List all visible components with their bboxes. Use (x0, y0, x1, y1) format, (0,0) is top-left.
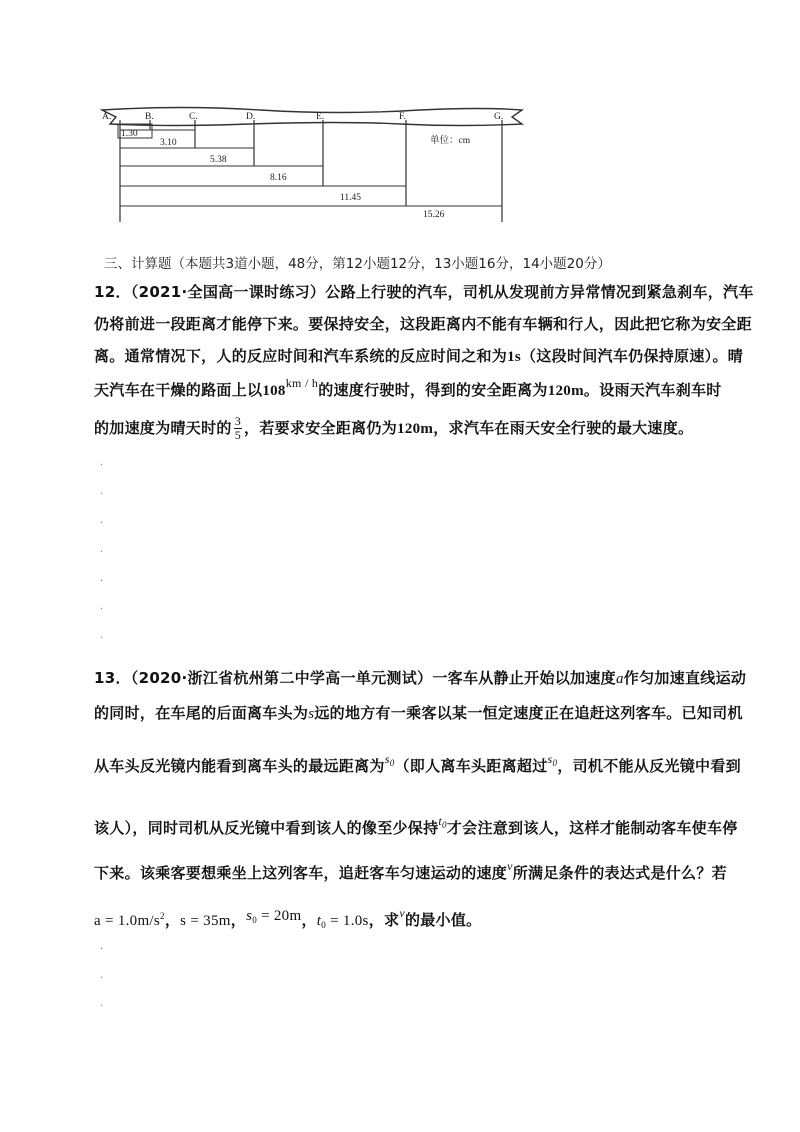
given-comma-2: ， (230, 911, 247, 929)
answer-dot: . (100, 544, 104, 555)
point-a-label: A. (102, 112, 112, 122)
measure-af: 11.45 (340, 193, 362, 203)
point-f-label: F. (399, 112, 406, 122)
q12-line5-b: ，若要求安全距离仍为 (244, 419, 398, 437)
q13-line3-a: 从车头反光镜内能看到离车头的最远距离为 (94, 757, 385, 775)
q13-line4 (94, 814, 738, 838)
answer-dot: . (100, 515, 104, 526)
answer-dot: . (100, 630, 104, 641)
answer-dot: . (100, 457, 104, 468)
q13-line3-b: （即人离车头距离超过 (394, 757, 548, 775)
q12-line1-text: 公路上行驶的汽车，司机从发现前方异常情况到紧急刹车，汽车 (325, 283, 754, 301)
q12-line5-c: ，求汽车在雨天安全行驶的最大速度。 (433, 419, 694, 437)
q13-line2-a: 的同时，在车尾的后面离车头为 (94, 704, 309, 722)
q12-safe-distance: 120m (547, 383, 584, 399)
q12-frac-den: 5 (234, 428, 242, 442)
q12-speed-unit: km / h (285, 376, 319, 390)
q13-line4-a: 该人），同时司机从反光镜中看到该人的像至少保持 (94, 819, 439, 837)
measure-ad: 5.38 (210, 155, 227, 165)
q13-var-s0-2: s0 (547, 752, 558, 768)
q13-line1-text: 一客车从静止开始以加速度 (432, 669, 616, 687)
q13-line1 (94, 667, 746, 688)
measure-ae: 8.16 (270, 173, 287, 183)
q12-source: （2021·全国高一课时练习） (130, 283, 326, 301)
q13-var-v: v (507, 859, 513, 873)
given-comma-1: ， (164, 911, 181, 929)
given-end-b: 的最小值。 (404, 911, 482, 929)
given-s: s = 35m (180, 913, 231, 929)
tape-outline (102, 108, 522, 126)
q12-frac-num: 3 (234, 414, 242, 428)
q12-line5-a: 的加速度为晴天时的 (94, 419, 232, 437)
q12-speed-value: 108 (262, 383, 286, 399)
given-s0: $s_0 = 20m$ (246, 908, 302, 925)
q12-line3-b: （这段时间汽车仍保持原速）。晴 (521, 347, 744, 365)
point-b-label: B. (145, 112, 154, 122)
answer-dot: . (100, 970, 104, 981)
q13-line1-b: 作匀加速直线运动 (623, 669, 747, 687)
q13-given-values (94, 906, 481, 930)
given-comma-3: ， (301, 911, 317, 929)
q13-line2 (94, 702, 743, 723)
q12-line3-a: 离。通常情况下，人的反应时间和汽车系统的反应时间之和为 (94, 347, 508, 365)
measure-bc: 3.10 (160, 138, 177, 148)
q12-fraction (234, 415, 242, 442)
point-g-label: G. (494, 112, 504, 122)
q13-line5 (94, 859, 727, 883)
q13-line5-b: 所满足条件的表达式是什么？若 (512, 864, 727, 882)
q13-var-s: s (308, 706, 315, 722)
q12-line4-b: 的速度行驶时，得到的安全距离为 (318, 381, 548, 399)
point-c-label: C. (189, 112, 198, 122)
given-t0: $t_0 = 1.0s$ (316, 913, 369, 930)
q13-number: 13． (94, 669, 131, 687)
q12-line3 (94, 345, 743, 366)
q13-line2-b: 远的地方有一乘客以某一恒定速度正在追赶这列客车。已知司机 (314, 704, 743, 722)
q12-number: 12． (94, 283, 131, 301)
point-e-label: E. (316, 112, 325, 122)
given-a: $a = 1.0m/s^2$ (94, 911, 165, 929)
q12-safe-distance-2: 120m (397, 421, 434, 437)
answer-dot: . (100, 486, 104, 497)
given-var-v: v (399, 906, 405, 920)
q13-line4-b: 才会注意到该人，这样才能制动客车使车停 (446, 819, 738, 837)
q12-line4-a: 天汽车在干燥的路面上以 (94, 381, 263, 399)
q13-line3-c: ，司机不能从反光镜中看到 (557, 757, 741, 775)
section-header: 三、计算题（本题共3道小题，48分，第12小题12分，13小题16分，14小题20分） (104, 256, 611, 272)
q13-line5-a: 下来。该乘客要想乘坐上这列客车，追赶客车匀速运动的速度 (94, 864, 508, 882)
q12-line2: 仍将前进一段距离才能停下来。要保持安全，这段距离内不能有车辆和行人，因此把它称为安全距 (94, 315, 752, 333)
unit-label: 单位：cm (430, 136, 471, 146)
q12-reaction-time: 1s (507, 349, 522, 365)
answer-dot: . (100, 998, 104, 1009)
paper-tape-diagram (100, 100, 540, 230)
measure-ab: 1.30 (121, 129, 138, 139)
q13-var-a: a (615, 671, 624, 687)
q12-line5 (94, 415, 693, 442)
q12-line1 (94, 281, 754, 302)
answer-dot: . (100, 573, 104, 584)
q13-line3 (94, 752, 741, 776)
q12-line4-c: 。设雨天汽车刹车时 (583, 381, 722, 399)
answer-dot: . (100, 601, 104, 612)
given-end-a: ，求 (368, 911, 400, 929)
q13-var-s0: s0 (384, 752, 395, 768)
point-d-label: D. (246, 112, 256, 122)
paper-tape-figure (100, 100, 540, 230)
q13-var-t0: t0 (438, 814, 447, 830)
answer-dot: . (100, 941, 104, 952)
q13-source: （2020·浙江省杭州第二中学高一单元测试） (130, 669, 433, 687)
q12-line4 (94, 376, 722, 400)
measure-ag: 15.26 (423, 210, 445, 220)
